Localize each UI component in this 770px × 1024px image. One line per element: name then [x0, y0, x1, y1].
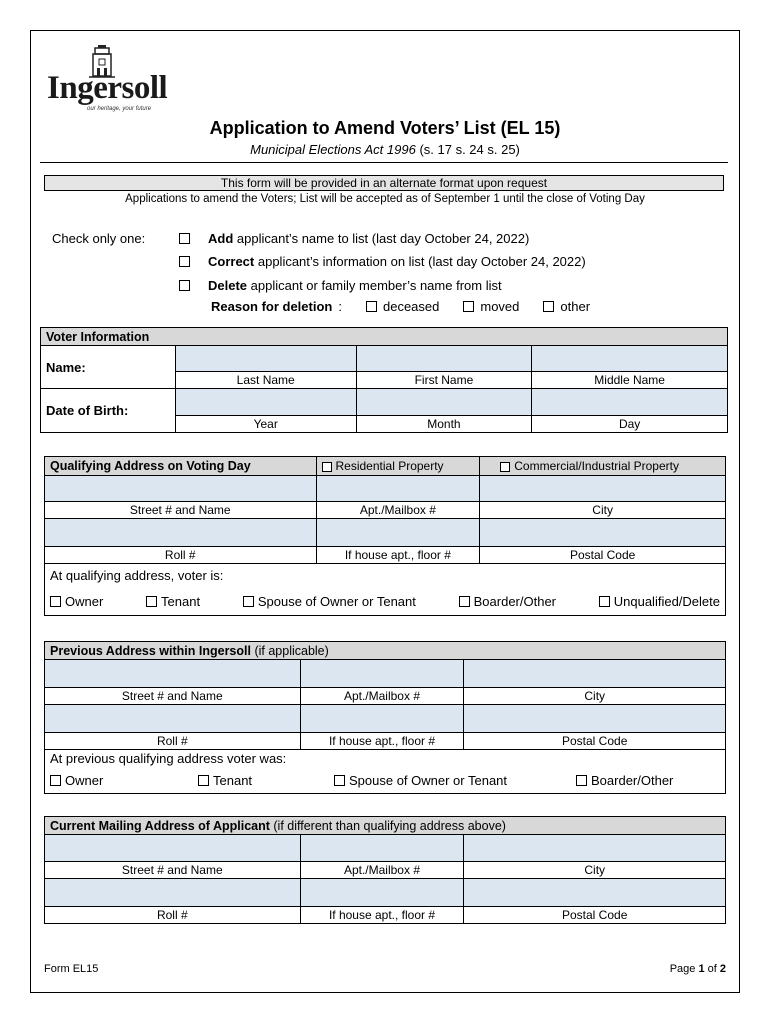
- delete-keyword: Delete: [208, 278, 248, 293]
- mailing-roll-label: Roll #: [45, 907, 301, 924]
- prev-status-boarder[interactable]: [576, 773, 673, 788]
- commercial-option[interactable]: [480, 457, 726, 476]
- qualifying-city-input[interactable]: [480, 476, 726, 502]
- previous-roll-label: Roll #: [45, 733, 301, 750]
- birth-day-input[interactable]: [532, 389, 728, 416]
- prev-spouse-label: Spouse of Owner or Tenant: [349, 772, 508, 788]
- spouse-label: Spouse of Owner or Tenant: [257, 593, 416, 609]
- other-checkbox[interactable]: [543, 301, 554, 312]
- delete-description: applicant or family member’s name from list: [247, 278, 502, 293]
- status-spouse[interactable]: [243, 594, 416, 609]
- correct-option-text: [208, 254, 586, 269]
- previous-status-options: [45, 773, 725, 788]
- page-title: Application to Amend Voters’ List (EL 15): [209, 118, 561, 138]
- status-unqualified[interactable]: [599, 594, 720, 609]
- total-pages: 2: [719, 963, 726, 975]
- add-keyword: Add: [208, 231, 234, 246]
- reason-for-deletion: [211, 299, 590, 314]
- qualifying-status-options: [45, 594, 725, 609]
- mailing-floor-input[interactable]: [300, 879, 464, 907]
- reason-label: [211, 299, 332, 314]
- previous-address-table: [44, 641, 726, 794]
- mailing-postal-label: Postal Code: [464, 907, 726, 924]
- moved-label: moved: [480, 299, 520, 314]
- prev-boarder-checkbox[interactable]: [576, 775, 587, 786]
- qualifying-floor-label: If house apt., floor #: [316, 547, 480, 564]
- previous-address-header: [45, 642, 726, 660]
- previous-apt-label: Apt./Mailbox #: [300, 688, 464, 705]
- unqualified-checkbox[interactable]: [599, 596, 610, 607]
- last-name-input[interactable]: [175, 346, 356, 372]
- page-prefix: Page: [669, 963, 699, 975]
- option-add[interactable]: [179, 231, 529, 246]
- mailing-address-table: [44, 816, 726, 924]
- prev-owner-label: Owner: [65, 772, 104, 788]
- boarder-label: Boarder/Other: [473, 593, 556, 609]
- mailing-apt-label: Apt./Mailbox #: [300, 862, 464, 879]
- previous-floor-label: If house apt., floor #: [300, 733, 464, 750]
- year-label: Year: [175, 416, 356, 433]
- qualifying-apt-label: Apt./Mailbox #: [316, 502, 480, 519]
- deceased-checkbox[interactable]: [366, 301, 377, 312]
- prev-spouse-checkbox[interactable]: [334, 775, 345, 786]
- qualifying-floor-input[interactable]: [316, 519, 480, 547]
- qualifying-apt-input[interactable]: [316, 476, 480, 502]
- page-number: [630, 963, 726, 975]
- previous-header-note: (if applicable): [250, 643, 329, 658]
- mailing-street-input[interactable]: [45, 835, 301, 862]
- prev-boarder-label: Boarder/Other: [591, 772, 674, 788]
- status-tenant[interactable]: [146, 594, 200, 609]
- add-description: applicant’s name to list (last day October 24, 2022): [233, 231, 530, 246]
- qualifying-roll-label: Roll #: [45, 547, 317, 564]
- prev-owner-checkbox[interactable]: [50, 775, 61, 786]
- logo-wordmark: Ingersoll: [47, 70, 168, 106]
- reason-colon: :: [338, 299, 342, 314]
- date-of-birth-label: Date of Birth:: [41, 389, 176, 433]
- page-of: of: [704, 963, 720, 975]
- owner-label: Owner: [65, 593, 104, 609]
- title-divider: [40, 162, 728, 163]
- status-boarder[interactable]: [459, 594, 556, 609]
- previous-city-input[interactable]: [464, 660, 726, 688]
- mailing-header-title: Current Mailing Address of Applicant: [50, 818, 270, 833]
- mailing-address-header: [45, 817, 726, 835]
- prev-status-tenant[interactable]: [198, 773, 334, 788]
- option-correct[interactable]: [179, 254, 586, 269]
- correct-keyword: Correct: [208, 254, 255, 269]
- qualifying-street-input[interactable]: [45, 476, 317, 502]
- middle-name-label: Middle Name: [532, 372, 728, 389]
- first-name-input[interactable]: [356, 346, 532, 372]
- commercial-label: Commercial/Industrial Property: [514, 459, 679, 473]
- mailing-city-label: City: [464, 862, 726, 879]
- spouse-checkbox[interactable]: [243, 596, 254, 607]
- voter-information-table: [40, 327, 728, 433]
- option-delete[interactable]: [179, 278, 502, 293]
- residential-label: Residential Property: [335, 459, 444, 473]
- qualifying-address-header: Qualifying Address on Voting Day: [45, 457, 317, 476]
- mailing-city-input[interactable]: [464, 835, 726, 862]
- previous-street-input[interactable]: [45, 660, 301, 688]
- qualifying-street-label: Street # and Name: [45, 502, 317, 519]
- voter-info-header: Voter Information: [41, 328, 728, 346]
- previous-city-label: City: [464, 688, 726, 705]
- deceased-label: deceased: [382, 299, 440, 314]
- unqualified-label: Unqualified/Delete: [613, 593, 720, 609]
- previous-apt-input[interactable]: [300, 660, 464, 688]
- correct-description: applicant’s information on list (last day October 24, 2022): [254, 254, 586, 269]
- alternate-format-notice: This form will be provided in an alternate format upon request: [44, 175, 724, 191]
- previous-street-label: Street # and Name: [45, 688, 301, 705]
- owner-checkbox[interactable]: [50, 596, 61, 607]
- tenant-checkbox[interactable]: [146, 596, 157, 607]
- prev-status-owner[interactable]: [50, 773, 198, 788]
- residential-option[interactable]: [316, 457, 480, 476]
- status-owner[interactable]: [50, 594, 103, 609]
- previous-floor-input[interactable]: [300, 705, 464, 733]
- mailing-roll-input[interactable]: [45, 879, 301, 907]
- mailing-street-label: Street # and Name: [45, 862, 301, 879]
- delete-checkbox[interactable]: [179, 280, 190, 291]
- acceptance-notice: Applications to amend the Voters; List will be accepted as of September 1 until the close of Voting Day: [125, 193, 645, 205]
- qualifying-status-label: At qualifying address, voter is:: [45, 564, 726, 588]
- moved-checkbox[interactable]: [463, 301, 474, 312]
- mailing-apt-input[interactable]: [300, 835, 464, 862]
- prev-tenant-checkbox[interactable]: [198, 775, 209, 786]
- add-checkbox[interactable]: [179, 233, 190, 244]
- mailing-floor-label: If house apt., floor #: [300, 907, 464, 924]
- previous-roll-input[interactable]: [45, 705, 301, 733]
- reason-label-text: Reason for deletion: [211, 299, 333, 314]
- previous-postal-label: Postal Code: [464, 733, 726, 750]
- correct-checkbox[interactable]: [179, 256, 190, 267]
- other-label: other: [560, 299, 591, 314]
- act-name: Municipal Elections Act 1996: [250, 142, 416, 157]
- previous-postal-input[interactable]: [464, 705, 726, 733]
- add-option-text: [208, 231, 529, 246]
- prev-status-spouse[interactable]: [334, 773, 576, 788]
- qualifying-postal-label: Postal Code: [480, 547, 726, 564]
- month-label: Month: [356, 416, 532, 433]
- birth-year-input[interactable]: [175, 389, 356, 416]
- qualifying-city-label: City: [480, 502, 726, 519]
- commercial-checkbox[interactable]: [500, 462, 510, 472]
- birth-month-input[interactable]: [356, 389, 532, 416]
- residential-checkbox[interactable]: [322, 462, 332, 472]
- act-sections: (s. 17 s. 24 s. 25): [415, 142, 520, 157]
- logo-tagline: our heritage, your future: [87, 106, 152, 112]
- day-label: Day: [532, 416, 728, 433]
- previous-header-title: Previous Address within Ingersoll: [50, 643, 251, 658]
- qualifying-roll-input[interactable]: [45, 519, 317, 547]
- current-page: 1: [698, 963, 705, 975]
- qualifying-postal-input[interactable]: [480, 519, 726, 547]
- ingersoll-logo: [47, 44, 187, 124]
- qualifying-address-table: [44, 456, 726, 616]
- last-name-label: Last Name: [175, 372, 356, 389]
- check-only-one-label: Check only one:: [52, 231, 146, 246]
- mailing-header-note: (if different than qualifying address above): [269, 818, 506, 833]
- first-name-label: First Name: [356, 372, 532, 389]
- delete-option-text: [208, 278, 502, 293]
- tenant-label: Tenant: [161, 593, 201, 609]
- form-number: Form EL15: [44, 963, 99, 975]
- prev-tenant-label: Tenant: [213, 772, 253, 788]
- previous-status-label: At previous qualifying address voter was:: [45, 750, 726, 768]
- boarder-checkbox[interactable]: [459, 596, 470, 607]
- name-label: Name:: [41, 346, 176, 389]
- middle-name-input[interactable]: [532, 346, 728, 372]
- mailing-postal-input[interactable]: [464, 879, 726, 907]
- page-subtitle: [0, 142, 770, 157]
